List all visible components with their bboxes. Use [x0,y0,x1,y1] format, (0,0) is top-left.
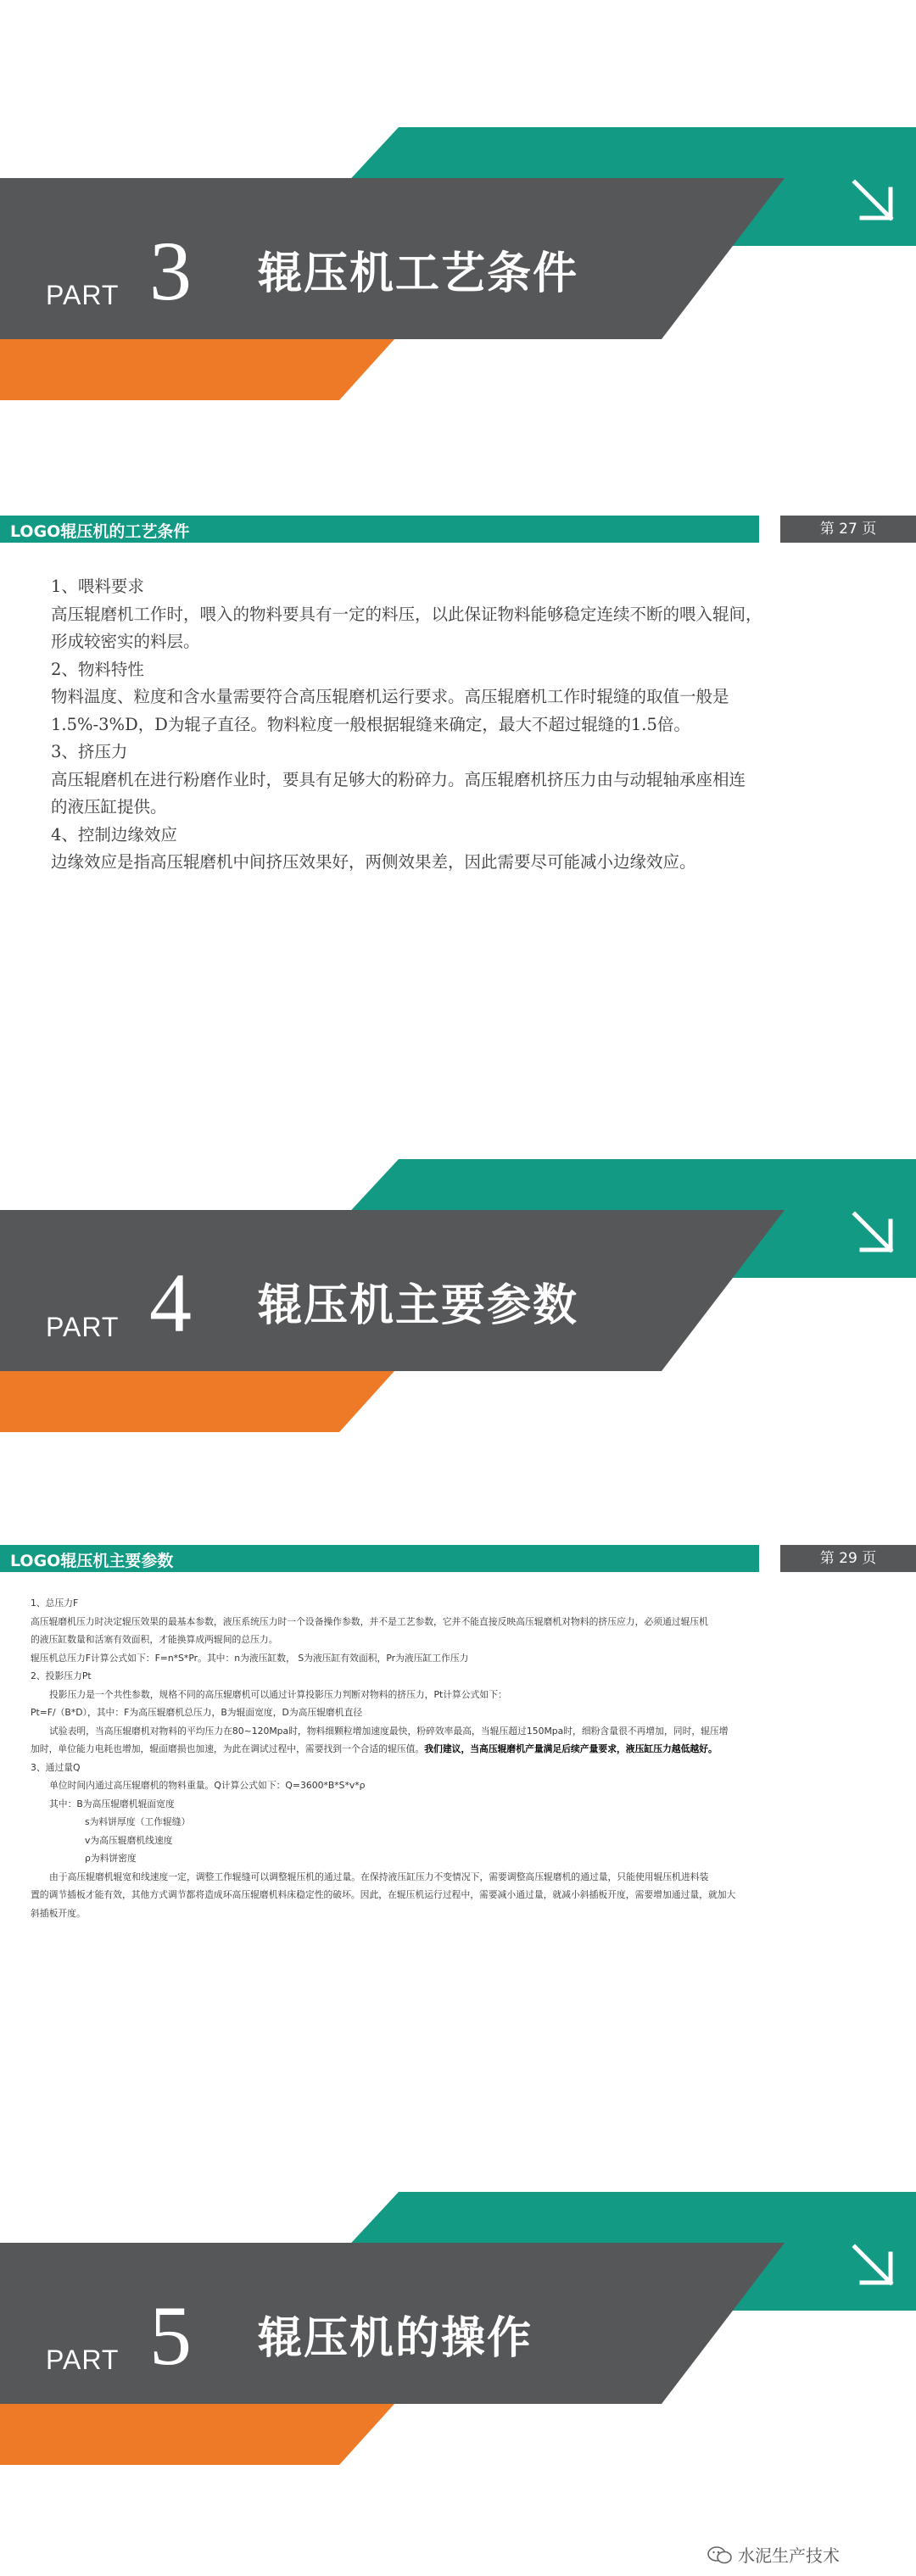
body-line: 高压辊磨机在进行粉磨作业时，要具有足够大的粉碎力。高压辊磨机挤压力由与动辊轴承座相连 [51,769,746,789]
orange-stripe [0,339,394,400]
body-line: 1、总压力F [31,1597,79,1609]
header-bar [0,516,759,543]
body-text: 加时，单位能力电耗也增加，辊面磨损也加速，为此在调试过程中，需要找到一个合适的辊压值。 [31,1743,425,1754]
page-body [51,573,882,877]
part-label: PART [46,1312,120,1342]
section-divider-part4 [0,1125,916,1464]
body-line: 2、物料特性 [51,659,144,679]
section-title: 辊压机工艺条件 [258,248,579,299]
part-number: 4 [149,1256,192,1350]
wechat-icon [707,2545,733,2566]
body-line: 3、通过量Q [31,1761,81,1773]
body-line: 3、挤压力 [51,742,128,761]
section-title: 辊压机主要参数 [258,1280,579,1331]
body-line: v为高压辊磨机线速度 [85,1834,173,1846]
section-divider-part5 [0,2158,916,2497]
body-line: 高压辊磨机工作时，喂入的物料要具有一定的料压，以此保证物料能够稳定连续不断的喂入辊间， [51,604,762,624]
page-body [31,1594,887,1922]
body-line: 1、喂料要求 [51,577,144,596]
part-label: PART [46,280,120,310]
body-line: 试验表明，当高压辊磨机对物料的平均压力在80~120Mpa时，物料细颗粒增加速度最快，粉碎效率最高，当辊压超过150Mpa时，细粉含量很不再增加，同时，辊压增 [49,1725,729,1737]
part-number: 3 [149,224,192,318]
body-line: Pt=F/（B*D），其中：F为高压辊磨机总压力，B为辊面宽度，D为高压辊磨机直径 [31,1707,363,1718]
page-number-badge: 第 29 页 [780,1545,916,1572]
body-line: 4、控制边缘效应 [51,824,177,845]
page-number-badge: 第 27 页 [780,516,916,543]
orange-stripe [0,2404,394,2465]
watermark-text: 水泥生产技术 [738,2545,840,2566]
header-bar [0,1545,759,1572]
body-line: 物料温度、粒度和含水量需要符合高压辊磨机运行要求。高压辊磨机工作时辊缝的取值一般是 [51,687,729,706]
body-line: 2、投影压力Pt [31,1670,92,1681]
body-line: 高压辊磨机压力时决定辊压效果的最基本参数，液压系统压力时一个设备操作参数，并不是工艺参数，它并不能直接反映高压辊磨机对物料的挤压应力，必须通过辊压机 [31,1615,708,1627]
part-number: 5 [149,2289,192,2383]
recommendation-text: 我们建议，当高压辊磨机产量满足后续产量要求，液压缸压力越低越好。 [424,1743,718,1754]
section-divider-part3 [0,93,916,432]
page-header [0,516,916,543]
header-title: LOGO辊压机的工艺条件 [10,522,190,541]
body-line: 置的调节插板才能有效，其他方式调节都将造成环高压辊磨机料床稳定性的破坏。因此，在辊压机运行过程中，需要减小通过量，就减小斜插板开度，需要增加通过量，就加大 [31,1889,736,1900]
body-line [31,1740,887,1759]
body-line: ρ为料饼密度 [85,1853,137,1864]
orange-stripe [0,1371,394,1432]
body-line: 斜插板开度。 [31,1907,86,1919]
page-header [0,1545,916,1572]
section-title: 辊压机的操作 [258,2313,533,2364]
body-line: 1.5%-3%D，D为辊子直径。物料粒度一般根据辊缝来确定，最大不超过辊缝的1.5倍。 [51,714,690,734]
body-line: 的液压缸提供。 [51,797,167,817]
header-title: LOGO辊压机主要参数 [10,1552,174,1570]
body-line: 的液压缸数量和活塞有效面积，才能换算成两辊间的总压力。 [31,1634,278,1645]
body-line: 形成较密实的料层。 [51,632,200,651]
body-line: 由于高压辊磨机辊宽和线速度一定，调整工作辊缝可以调整辊压机的通过量。在保持液压缸压力不变情况下，需要调整高压辊磨机的通过量，只能使用辊压机进料装 [49,1871,709,1882]
body-line: 辊压机总压力F计算公式如下：F=n*S*Pr。其中：n为液压缸数， S为液压缸有效面积，Pr为液压缸工作压力 [31,1652,469,1664]
body-line: s为料饼厚度（工作辊缝） [85,1816,191,1827]
body-line: 边缘效应是指高压辊磨机中间挤压效果好，两侧效果差，因此需要尽可能减小边缘效应。 [51,852,696,872]
body-line: 投影压力是一个共性参数，规格不同的高压辊磨机可以通过计算投影压力判断对物料的挤压力，Pt计算公式如下： [49,1688,507,1700]
body-line: 其中：B为高压辊磨机辊面宽度 [49,1798,175,1809]
part-label: PART [46,2345,120,2375]
body-line: 单位时间内通过高压辊磨机的物料重量。Q计算公式如下：Q=3600*B*S*v*ρ [49,1780,366,1791]
